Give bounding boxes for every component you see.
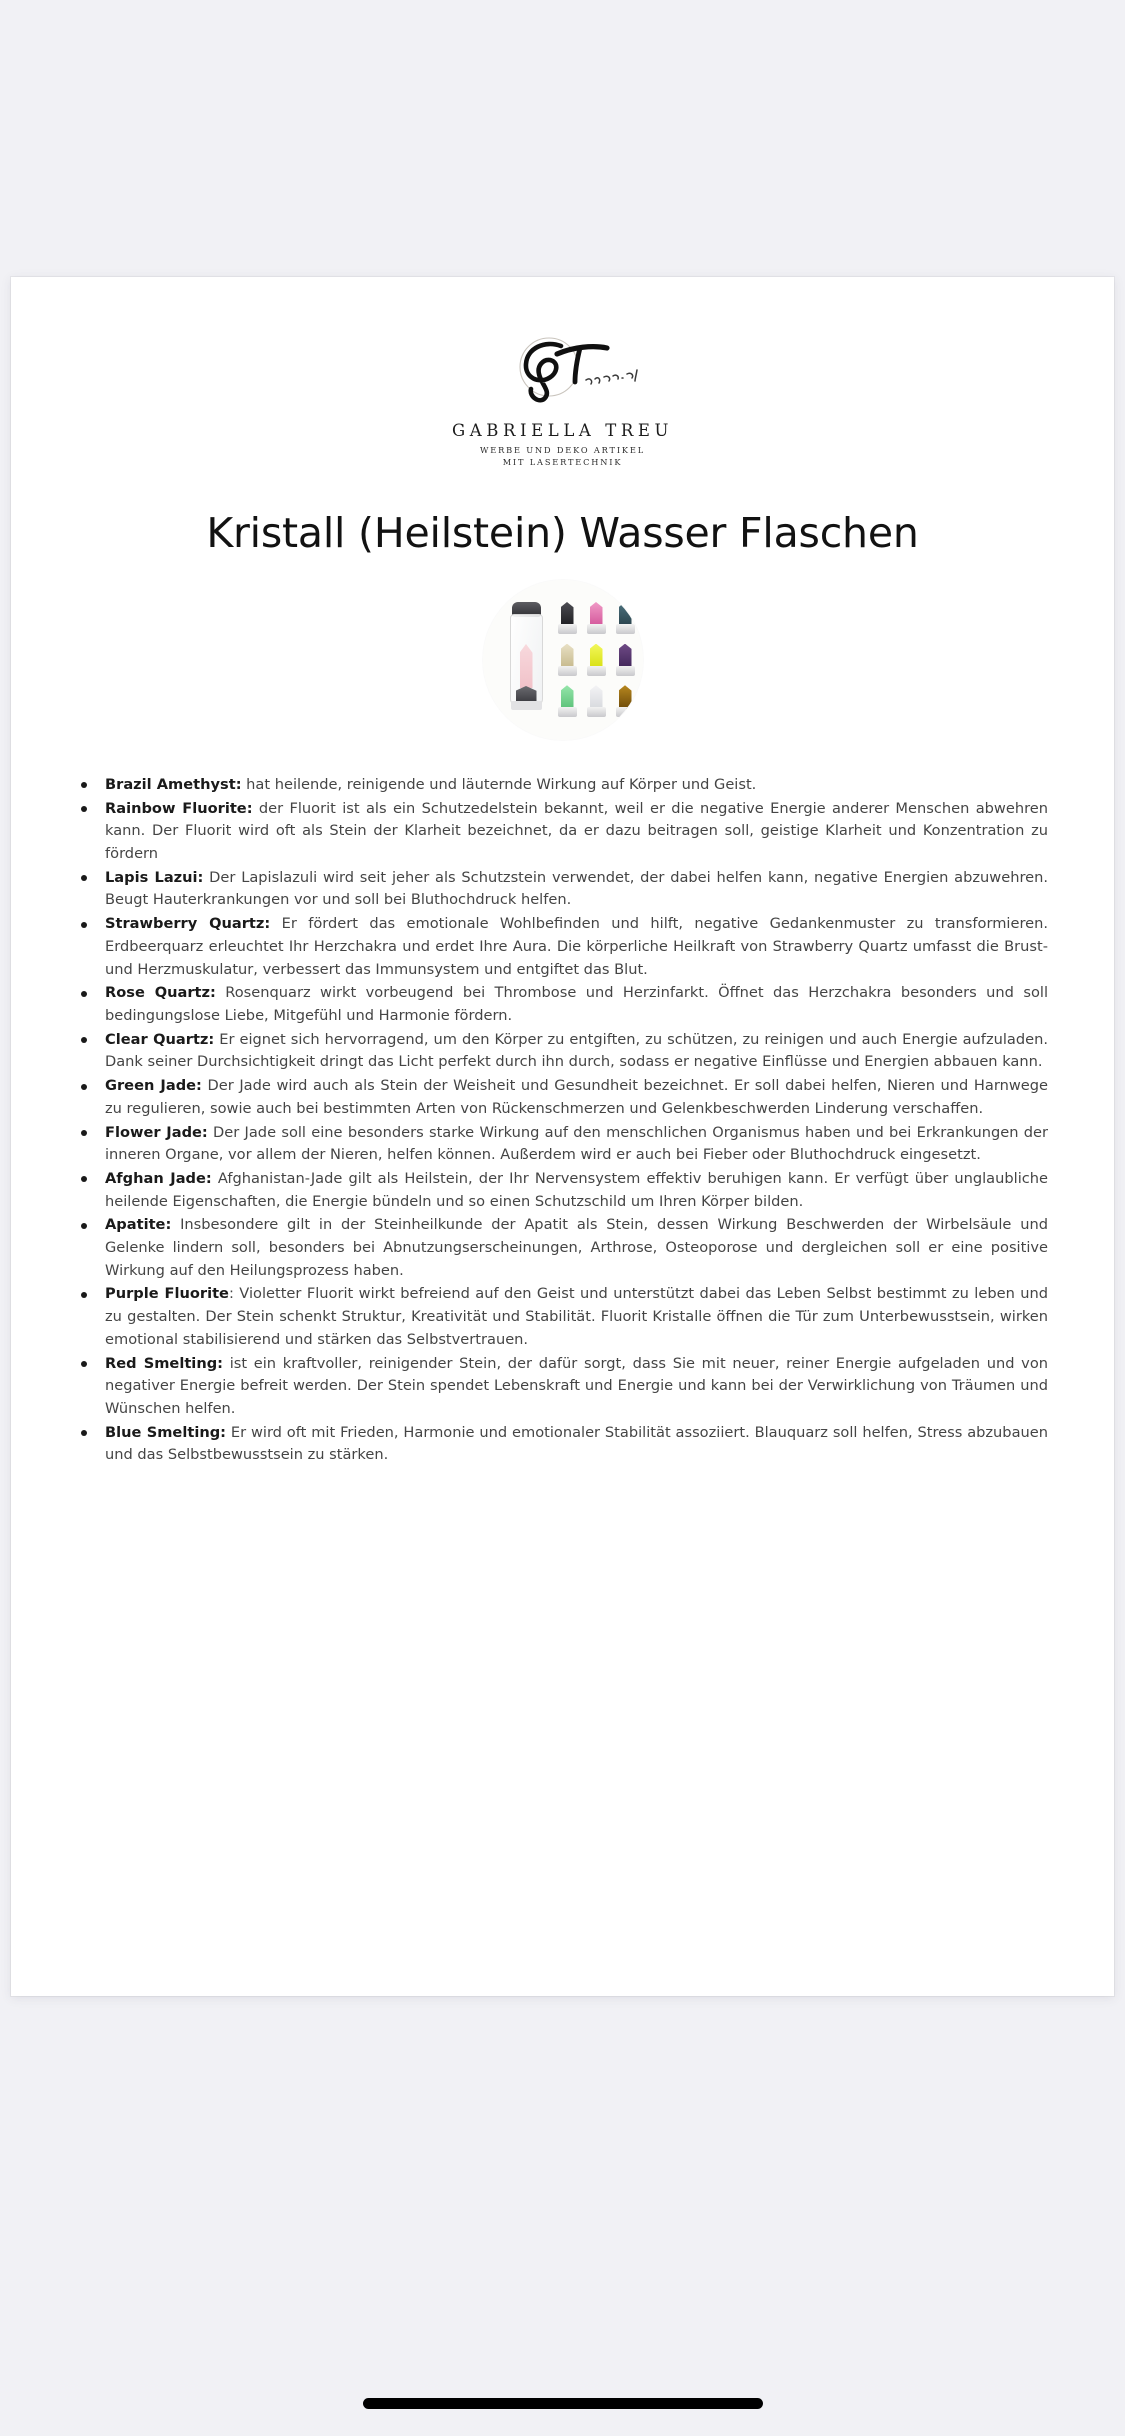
gem-attachment — [555, 600, 581, 639]
page-title: Kristall (Heilstein) Wasser Flaschen — [206, 508, 919, 557]
crystal-water-bottle-illustration — [510, 602, 543, 714]
stone-name: Afghan Jade: — [105, 1169, 212, 1187]
list-item — [77, 1168, 1048, 1213]
stone-name: Green Jade: — [105, 1077, 202, 1095]
stone-description: Er fördert das emotionale Wohlbefinden und hilft, negative Gedankenmuster zu transformieren. Erdbeerquarz erleuchtet Ihr Herzchakra und erdet Ihre Aura. Die körperliche Heilkraft von Strawberry Quartz umfasst die Brust- und Herzmuskulatur, verbessert das Immunsystem und entgiftet das Blut. — [105, 915, 1049, 978]
stone-description: Der Jade wird auch als Stein der Weisheit und Gesundheit bezeichnet. Er soll dabei helfen, Nieren und Harnwege zu regulieren, sowie auch bei bestimmten Arten von Rückenschmerzen und Gelenkbeschwerden Linderung verschaffen. — [105, 1077, 1048, 1117]
document-card — [11, 277, 1114, 1996]
gem-attachment — [584, 642, 610, 681]
brand-tagline-line2: MIT LASERTECHNIK — [502, 456, 623, 467]
bottle-crystal-point — [520, 644, 533, 688]
gem-attachment — [613, 642, 639, 681]
list-item — [77, 1283, 1048, 1351]
list-item — [77, 798, 1048, 866]
list-item — [77, 1075, 1048, 1120]
list-item — [77, 867, 1048, 912]
stone-description: : Violetter Fluorit wirkt befreiend auf den Geist und unterstützt dabei das Leben Selbst bestimmt zu leben und zu gestalten. Der Stein schenkt Struktur, Kreativität und Stabilität. Fluorit Kristalle öffnen die Tür zum Unterbewusstsein, wirken emotional stabilisierend und stärken das Selbstvertrauen. — [105, 1285, 1049, 1348]
stone-name: Rose Quartz: — [105, 984, 216, 1002]
list-item — [77, 1422, 1048, 1467]
gem-attachment — [584, 683, 610, 722]
stone-description-list — [77, 774, 1048, 1467]
product-image-container — [11, 580, 1114, 740]
brand-name: GABRIELLA TREU — [451, 421, 674, 440]
home-indicator[interactable] — [363, 2398, 763, 2409]
gem-attachment — [613, 600, 639, 639]
stone-description: Rosenquarz wirkt vorbeugend bei Thrombose und Herzinfarkt. Öffnet das Herzchakra besonders und soll bedingungslose Liebe, Mitgefühl und Harmonie fördern. — [105, 984, 1048, 1024]
brand-tagline-line1: WERBE UND DEKO ARTIKEL — [480, 445, 645, 455]
gem-attachment — [613, 683, 639, 722]
brand-tagline — [480, 445, 645, 469]
list-item — [77, 913, 1048, 981]
gem-attachment-grid — [555, 600, 639, 722]
stone-name: Lapis Lazui: — [105, 868, 204, 886]
stone-description: Der Lapislazuli wird seit jeher als Schutzstein verwendet, der dabei helfen kann, negative Energien abzuwehren. Beugt Hauterkrankungen vor und soll bei Bluthochdruck helfen. — [105, 868, 1048, 909]
gt-monogram-icon — [473, 334, 653, 412]
stone-description: der Fluorit ist als ein Schutzedelstein bekannt, weil er die negative Energie anderer Menschen abwehren kann. Der Fluorit wird oft als Stein der Klarheit bezeichnet, da er dazu beitragen soll, geistige Klarheit und Konzentration zu fördern — [105, 799, 1048, 863]
stone-description: Er wird oft mit Frieden, Harmonie und emotionaler Stabilität assoziiert. Blauquarz soll helfen, Stress abzubauen und das Selbstbewusstsein zu stärken. — [105, 1423, 1048, 1464]
stone-name: Blue Smelting: — [105, 1423, 226, 1441]
stone-name: Brazil Amethyst: — [105, 775, 242, 793]
gem-attachment — [555, 683, 581, 722]
list-item — [77, 1122, 1048, 1167]
stone-description: Afghanistan-Jade gilt als Heilstein, der Ihr Nervensystem effektiv beruhigen kann. Er verfügt über unglaubliche heilende Eigenschaften, die Energie bündeln und so einen Schutzschild um Ihren Körper bilden. — [105, 1169, 1048, 1210]
bottle-tray — [511, 701, 542, 710]
product-image — [483, 580, 643, 740]
stone-name: Red Smelting: — [105, 1354, 223, 1372]
brand-logo — [11, 312, 1114, 469]
stone-description: Insbesondere gilt in der Steinheilkunde der Apatit als Stein, dessen Wirkung Beschwerden der Wirbelsäule und Gelenke lindern soll, besonders bei Abnutzungserscheinungen, Arthrose, Osteoporose und dergleichen soll er eine positive Wirkung auf den Heilungsprozess haben. — [105, 1216, 1048, 1279]
stone-name: Apatite: — [105, 1216, 172, 1234]
list-item — [77, 982, 1048, 1027]
list-item — [77, 1214, 1048, 1282]
stone-description: hat heilende, reinigende und läuternde Wirkung auf Körper und Geist. — [241, 775, 757, 793]
gem-attachment — [584, 600, 610, 639]
stone-name: Strawberry Quartz: — [105, 915, 271, 933]
stone-description: Er eignet sich hervorragend, um den Körper zu entgiften, zu schützen, zu reinigen und auch Energie aufzuladen. Dank seiner Durchsichtigkeit dringt das Licht perfekt durch ihn durch, sodass er negative Einflüsse und Energien abbauen kann. — [105, 1030, 1048, 1071]
gem-attachment — [555, 642, 581, 681]
stone-name: Clear Quartz: — [105, 1030, 215, 1048]
list-item — [77, 1353, 1048, 1421]
stone-name: Flower Jade: — [105, 1123, 208, 1141]
stone-name: Rainbow Fluorite: — [105, 799, 253, 817]
list-item — [77, 1029, 1048, 1074]
stone-name: Purple Fluorite — [105, 1285, 229, 1303]
document-content — [11, 277, 1114, 1467]
stone-description: ist ein kraftvoller, reinigender Stein, der dafür sorgt, dass Sie mit neuer, reiner Energie aufgeladen und von negativer Energie befreit werden. Der Stein spendet Lebenskraft und Energie und kann bei der Verwirklichung von Träumen und Wünschen helfen. — [105, 1354, 1049, 1417]
list-item — [77, 774, 1048, 797]
stone-description: Der Jade soll eine besonders starke Wirkung auf den menschlichen Organismus haben und bei Erkrankungen der inneren Organe, vor allem der Nieren, helfen können. Außerdem wird er auch bei Fieber oder Bluthochdruck eingesetzt. — [105, 1123, 1048, 1164]
